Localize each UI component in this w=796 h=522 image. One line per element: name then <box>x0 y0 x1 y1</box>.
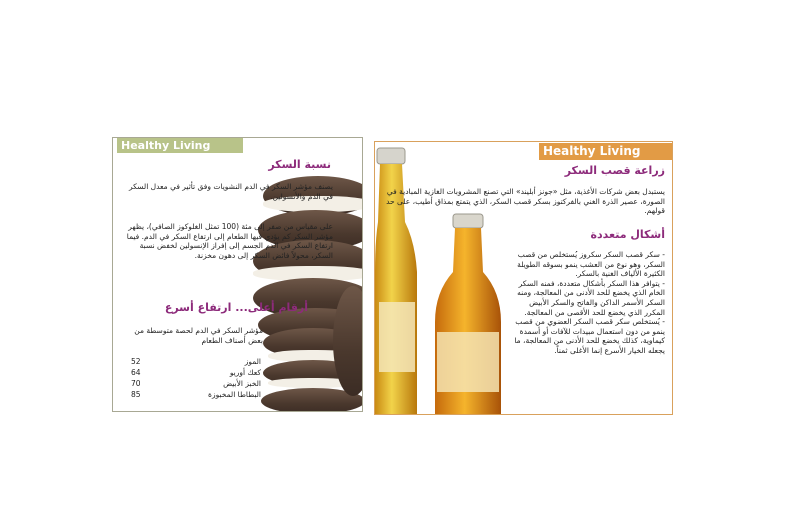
table-row <box>131 367 261 378</box>
left-article-panel <box>112 137 363 412</box>
right-article-panel <box>374 141 673 415</box>
food-glycemic-table <box>131 356 261 400</box>
table-row <box>131 389 261 400</box>
paragraph-sugar-forms: - سكر قصب السكر سكروز يُستخلص من قصب السكر، وهو نوع من العشب ينمو بسوقه الطويلة الكثيرة الألياف الغنية بالسكر. - يتوافر هذا السكر بأشكال متعددة، فمنه السكر الخام الذي يخضع للحد الأدنى من المعالجة، ومنه السكر الأسمر الداكن والفاتح والسكر الأبيض المكرر الذي يخضع للحد الأقصى من المعالجة. - يُستخلص سكر قصب السكر العضوي من قصب ينمو من دون استعمال مبيدات للآفات أو أسمدة كيماوية، كذلك يخضع للحد الأدنى من المعالجة، ما يجعله الخيار الأسرع إنما الأغلى ثمناً. <box>514 250 665 355</box>
table-row <box>131 378 261 389</box>
healthy-living-badge: Healthy Living <box>539 143 673 160</box>
food-value: 52 <box>131 357 141 366</box>
food-name: الموز <box>244 357 261 366</box>
heading-higher-numbers: أرقام أعلى... ارتفاع أسرع <box>164 301 308 314</box>
paragraph-food-index: مؤشر السكر في الدم لحصة متوسطة من بعض أصناف الطعام <box>134 326 263 345</box>
table-row <box>131 356 261 367</box>
heading-multiple-forms: أشكال متعددة <box>590 228 665 241</box>
soda-bottles-image <box>375 142 505 414</box>
food-name: البطاطا المخبوزة <box>208 390 261 399</box>
food-value: 85 <box>131 390 141 399</box>
heading-sugarcane-farming: زراعة قصب السكر <box>564 164 665 177</box>
food-value: 70 <box>131 379 141 388</box>
paragraph-glycemic-scale: على مقياس من صفر إلى مئة (100 تمثل الغلوكوز الصافي)، يظهر مؤشر السكر كم يؤدي فيها الطعام إلى ارتفاع السكر في الدم. فيما ارتفاع السكر في الدم الجسم إلى إفراز الإنسولين لخفض نسبة السكر، محولاً فائض السكر إلى دهون مخزنة. <box>126 222 333 260</box>
paragraph-sugarcane-intro: يستبدل بعض شركات الأغذية، مثل «جونز أبليند» التي تصنع المشروبات الغازية المبادية في الصورة، عصير الذرة الغني بالفركتوز بسكر قصب السكر، الذي يتمتع بمذاق أطيب، على حد قولهم. <box>386 187 665 216</box>
food-name: كعك أوريو <box>229 368 261 377</box>
food-value: 64 <box>131 368 141 377</box>
heading-sugar-ratio: نسبة السكر <box>268 158 331 171</box>
paragraph-glycemic-intro: يصنف مؤشر السكر في الدم النشويات وفق تأثير في معدل السكر في الدم والأنسولين. <box>128 182 333 201</box>
healthy-living-badge: Healthy Living <box>117 138 243 153</box>
food-name: الخبز الأبيض <box>223 379 261 388</box>
